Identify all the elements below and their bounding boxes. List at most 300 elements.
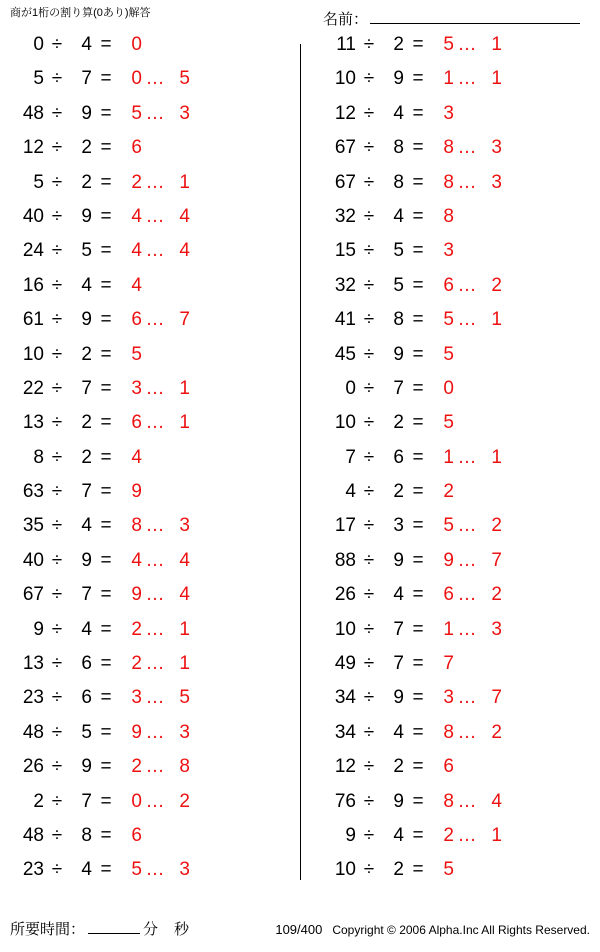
divisor: 5 <box>81 721 92 743</box>
divide-icon: ÷ <box>51 446 63 468</box>
minutes-input-line[interactable] <box>88 918 140 934</box>
equals-icon: = <box>100 343 112 365</box>
dividend: 15 <box>334 240 356 262</box>
equals-icon: = <box>412 481 424 503</box>
quotient-answer: 5 <box>443 412 454 434</box>
quotient-answer: 8 <box>443 171 454 193</box>
remainder-answer: 2 <box>491 515 502 537</box>
remainder-answer: 4 <box>491 790 502 812</box>
divisor: 7 <box>393 653 404 675</box>
divisor: 4 <box>81 859 92 881</box>
dividend: 17 <box>334 515 356 537</box>
second-unit-label: 秒 <box>174 921 190 938</box>
remainder-dots-icon: … <box>457 34 477 55</box>
name-field <box>323 8 580 29</box>
quotient-answer: 6 <box>443 274 454 296</box>
divide-icon: ÷ <box>363 309 375 331</box>
equals-icon: = <box>412 584 424 606</box>
equals-icon: = <box>100 171 112 193</box>
dividend: 88 <box>334 549 356 571</box>
quotient-answer: 5 <box>443 859 454 881</box>
equals-icon: = <box>412 274 424 296</box>
problem-row <box>322 722 600 756</box>
dividend: 49 <box>334 653 356 675</box>
remainder-dots-icon: … <box>145 377 165 399</box>
remainder-answer: 7 <box>491 687 502 709</box>
problem-row <box>322 619 600 653</box>
equals-icon: = <box>100 377 112 399</box>
divisor: 9 <box>393 549 404 571</box>
quotient-answer: 1 <box>443 618 454 640</box>
problem-column-right <box>300 34 600 910</box>
divide-icon: ÷ <box>363 824 375 846</box>
dividend: 48 <box>22 824 44 846</box>
quotient-answer: 6 <box>131 824 142 846</box>
problem-row <box>322 687 600 721</box>
quotient-answer: 5 <box>131 343 142 365</box>
remainder-answer: 4 <box>179 549 190 571</box>
equals-icon: = <box>412 687 424 709</box>
dividend: 48 <box>22 721 44 743</box>
quotient-answer: 7 <box>443 653 454 675</box>
divide-icon: ÷ <box>51 412 63 434</box>
divisor: 6 <box>81 687 92 709</box>
remainder-answer: 2 <box>179 790 190 812</box>
problem-row <box>322 653 600 687</box>
equals-icon: = <box>100 584 112 606</box>
divisor: 5 <box>81 240 92 262</box>
minute-unit-label: 分 <box>143 921 159 938</box>
equals-icon: = <box>412 721 424 743</box>
dividend: 9 <box>345 824 356 846</box>
quotient-answer: 4 <box>131 274 142 296</box>
dividend: 67 <box>22 584 44 606</box>
dividend: 26 <box>22 756 44 778</box>
quotient-answer: 2 <box>131 171 142 193</box>
divisor: 2 <box>81 137 92 159</box>
divide-icon: ÷ <box>363 377 375 399</box>
quotient-answer: 2 <box>131 756 142 778</box>
divisor: 8 <box>393 171 404 193</box>
divide-icon: ÷ <box>51 205 63 227</box>
divisor: 8 <box>393 137 404 159</box>
remainder-dots-icon: … <box>457 137 477 159</box>
dividend: 61 <box>22 309 44 331</box>
problem-row <box>10 309 300 343</box>
remainder-answer: 1 <box>179 653 190 675</box>
remainder-dots-icon: … <box>145 653 165 675</box>
divisor: 9 <box>81 549 92 571</box>
divide-icon: ÷ <box>51 343 63 365</box>
divide-icon: ÷ <box>363 343 375 365</box>
divisor: 9 <box>393 68 404 90</box>
quotient-answer: 5 <box>443 34 454 55</box>
divide-icon: ÷ <box>51 274 63 296</box>
remainder-dots-icon: … <box>457 584 477 606</box>
problem-row <box>10 344 300 378</box>
dividend: 34 <box>334 721 356 743</box>
remainder-dots-icon: … <box>457 274 477 296</box>
divide-icon: ÷ <box>51 68 63 90</box>
quotient-answer: 8 <box>443 721 454 743</box>
divide-icon: ÷ <box>363 618 375 640</box>
remainder-answer: 1 <box>491 309 502 331</box>
problem-row <box>322 344 600 378</box>
dividend: 9 <box>33 618 44 640</box>
remainder-answer: 4 <box>179 584 190 606</box>
remainder-answer: 7 <box>491 549 502 571</box>
remainder-answer: 1 <box>179 377 190 399</box>
dividend: 32 <box>334 274 356 296</box>
remainder-answer: 8 <box>179 756 190 778</box>
divide-icon: ÷ <box>363 687 375 709</box>
equals-icon: = <box>412 309 424 331</box>
remainder-answer: 3 <box>179 515 190 537</box>
remainder-answer: 4 <box>179 205 190 227</box>
remainder-answer: 1 <box>491 446 502 468</box>
remainder-dots-icon: … <box>457 68 477 90</box>
quotient-answer: 4 <box>131 205 142 227</box>
problem-row <box>322 550 600 584</box>
problem-row <box>10 481 300 515</box>
divisor: 2 <box>81 412 92 434</box>
problem-row <box>10 584 300 618</box>
quotient-answer: 8 <box>443 790 454 812</box>
remainder-dots-icon: … <box>145 102 165 124</box>
remainder-dots-icon: … <box>457 549 477 571</box>
quotient-answer: 0 <box>443 377 454 399</box>
equals-icon: = <box>100 34 112 55</box>
remainder-dots-icon: … <box>145 790 165 812</box>
dividend: 12 <box>22 137 44 159</box>
dividend: 76 <box>334 790 356 812</box>
divide-icon: ÷ <box>51 171 63 193</box>
divisor: 9 <box>393 343 404 365</box>
divisor: 4 <box>393 205 404 227</box>
equals-icon: = <box>100 446 112 468</box>
problem-row <box>322 68 600 102</box>
remainder-dots-icon: … <box>457 171 477 193</box>
problem-row <box>10 378 300 412</box>
divisor: 2 <box>393 756 404 778</box>
quotient-answer: 3 <box>443 687 454 709</box>
problem-row <box>322 240 600 274</box>
dividend: 40 <box>22 549 44 571</box>
equals-icon: = <box>100 515 112 537</box>
equals-icon: = <box>100 687 112 709</box>
dividend: 26 <box>334 584 356 606</box>
remainder-dots-icon: … <box>145 584 165 606</box>
column-divider <box>300 44 301 880</box>
equals-icon: = <box>412 68 424 90</box>
remainder-dots-icon: … <box>145 618 165 640</box>
quotient-answer: 9 <box>131 721 142 743</box>
dividend: 13 <box>22 412 44 434</box>
worksheet-header <box>0 0 600 30</box>
divide-icon: ÷ <box>363 446 375 468</box>
problem-column-left <box>0 34 300 910</box>
remainder-answer: 2 <box>491 274 502 296</box>
divisor: 2 <box>81 446 92 468</box>
problem-row <box>322 378 600 412</box>
equals-icon: = <box>412 859 424 881</box>
dividend: 10 <box>334 618 356 640</box>
quotient-answer: 2 <box>443 824 454 846</box>
dividend: 35 <box>22 515 44 537</box>
remainder-dots-icon: … <box>145 687 165 709</box>
remainder-dots-icon: … <box>457 824 477 846</box>
problem-row <box>322 137 600 171</box>
quotient-answer: 3 <box>443 240 454 262</box>
equals-icon: = <box>412 412 424 434</box>
dividend: 45 <box>334 343 356 365</box>
equals-icon: = <box>100 549 112 571</box>
dividend: 10 <box>334 859 356 881</box>
divide-icon: ÷ <box>51 618 63 640</box>
divisor: 5 <box>393 240 404 262</box>
quotient-answer: 1 <box>443 68 454 90</box>
remainder-dots-icon: … <box>145 549 165 571</box>
remainder-dots-icon: … <box>145 205 165 227</box>
dividend: 7 <box>345 446 356 468</box>
equals-icon: = <box>412 515 424 537</box>
equals-icon: = <box>100 274 112 296</box>
quotient-answer: 4 <box>131 549 142 571</box>
problem-row <box>322 825 600 859</box>
divisor: 9 <box>393 790 404 812</box>
divisor: 5 <box>393 274 404 296</box>
remainder-answer: 1 <box>179 171 190 193</box>
remainder-dots-icon: … <box>145 859 165 881</box>
quotient-answer: 1 <box>443 446 454 468</box>
divide-icon: ÷ <box>51 721 63 743</box>
divide-icon: ÷ <box>363 240 375 262</box>
dividend: 10 <box>22 343 44 365</box>
divide-icon: ÷ <box>51 584 63 606</box>
dividend: 40 <box>22 205 44 227</box>
divisor: 8 <box>81 824 92 846</box>
dividend: 41 <box>334 309 356 331</box>
equals-icon: = <box>412 446 424 468</box>
remainder-dots-icon: … <box>457 618 477 640</box>
divide-icon: ÷ <box>51 756 63 778</box>
problem-row <box>322 172 600 206</box>
equals-icon: = <box>100 205 112 227</box>
remainder-answer: 1 <box>491 34 502 55</box>
divide-icon: ÷ <box>363 274 375 296</box>
divide-icon: ÷ <box>51 859 63 881</box>
problem-row <box>10 619 300 653</box>
divide-icon: ÷ <box>363 68 375 90</box>
dividend: 8 <box>33 446 44 468</box>
dividend: 13 <box>22 653 44 675</box>
divide-icon: ÷ <box>51 653 63 675</box>
remainder-answer: 2 <box>491 721 502 743</box>
divide-icon: ÷ <box>363 721 375 743</box>
problem-row <box>10 653 300 687</box>
dividend: 16 <box>22 274 44 296</box>
quotient-answer: 6 <box>443 584 454 606</box>
remainder-dots-icon: … <box>145 309 165 331</box>
quotient-answer: 2 <box>131 618 142 640</box>
quotient-answer: 9 <box>443 549 454 571</box>
divisor: 2 <box>393 34 404 55</box>
divisor: 9 <box>81 205 92 227</box>
name-input-line[interactable] <box>370 8 580 24</box>
equals-icon: = <box>412 549 424 571</box>
equals-icon: = <box>412 171 424 193</box>
equals-icon: = <box>412 653 424 675</box>
problem-row <box>10 756 300 790</box>
divide-icon: ÷ <box>363 137 375 159</box>
equals-icon: = <box>412 343 424 365</box>
page-number: 109/400 <box>275 922 323 937</box>
remainder-answer: 3 <box>491 137 502 159</box>
equals-icon: = <box>412 618 424 640</box>
dividend: 10 <box>334 68 356 90</box>
equals-icon: = <box>100 481 112 503</box>
remainder-answer: 1 <box>179 618 190 640</box>
equals-icon: = <box>100 824 112 846</box>
remainder-answer: 3 <box>179 859 190 881</box>
divide-icon: ÷ <box>51 34 63 55</box>
divisor: 4 <box>81 618 92 640</box>
divide-icon: ÷ <box>363 859 375 881</box>
problem-row <box>10 515 300 549</box>
copyright-notice: Copyright © 2006 Alpha.Inc All Rights Reserved. <box>332 923 590 937</box>
worksheet-footer <box>0 918 600 946</box>
divisor: 7 <box>81 790 92 812</box>
remainder-dots-icon: … <box>145 240 165 262</box>
divisor: 9 <box>393 687 404 709</box>
dividend: 10 <box>334 412 356 434</box>
quotient-answer: 8 <box>131 515 142 537</box>
quotient-answer: 0 <box>131 68 142 90</box>
divide-icon: ÷ <box>51 549 63 571</box>
problem-row <box>10 550 300 584</box>
problem-row <box>10 722 300 756</box>
remainder-dots-icon: … <box>145 68 165 90</box>
divisor: 2 <box>81 343 92 365</box>
dividend: 48 <box>22 102 44 124</box>
remainder-dots-icon: … <box>145 756 165 778</box>
remainder-dots-icon: … <box>145 171 165 193</box>
quotient-answer: 3 <box>131 687 142 709</box>
divisor: 6 <box>393 446 404 468</box>
remainder-dots-icon: … <box>457 721 477 743</box>
equals-icon: = <box>100 412 112 434</box>
remainder-answer: 1 <box>491 824 502 846</box>
problem-row <box>322 103 600 137</box>
quotient-answer: 5 <box>131 102 142 124</box>
quotient-answer: 0 <box>131 790 142 812</box>
remainder-dots-icon: … <box>457 790 477 812</box>
problem-row <box>322 309 600 343</box>
equals-icon: = <box>100 721 112 743</box>
problem-row <box>322 412 600 446</box>
divisor: 7 <box>81 584 92 606</box>
quotient-answer: 0 <box>131 34 142 55</box>
equals-icon: = <box>412 34 424 55</box>
problem-row <box>10 447 300 481</box>
equals-icon: = <box>100 240 112 262</box>
problem-row <box>322 447 600 481</box>
remainder-answer: 3 <box>491 618 502 640</box>
equals-icon: = <box>412 137 424 159</box>
dividend: 23 <box>22 687 44 709</box>
divide-icon: ÷ <box>363 756 375 778</box>
quotient-answer: 9 <box>131 584 142 606</box>
equals-icon: = <box>412 240 424 262</box>
divisor: 2 <box>393 412 404 434</box>
divisor: 9 <box>81 756 92 778</box>
quotient-answer: 8 <box>443 137 454 159</box>
divide-icon: ÷ <box>51 137 63 159</box>
remainder-answer: 5 <box>179 687 190 709</box>
dividend: 34 <box>334 687 356 709</box>
quotient-answer: 5 <box>443 343 454 365</box>
quotient-answer: 6 <box>131 412 142 434</box>
name-label: 名前： <box>322 11 368 28</box>
divide-icon: ÷ <box>363 34 375 55</box>
divide-icon: ÷ <box>51 481 63 503</box>
remainder-dots-icon: … <box>145 721 165 743</box>
divisor: 8 <box>393 309 404 331</box>
remainder-answer: 3 <box>179 102 190 124</box>
remainder-answer: 5 <box>179 68 190 90</box>
divisor: 2 <box>81 171 92 193</box>
equals-icon: = <box>100 859 112 881</box>
divisor: 7 <box>81 481 92 503</box>
remainder-answer: 3 <box>491 171 502 193</box>
remainder-dots-icon: … <box>145 412 165 434</box>
problem-row <box>10 137 300 171</box>
quotient-answer: 5 <box>443 515 454 537</box>
problem-row <box>10 825 300 859</box>
dividend: 5 <box>33 171 44 193</box>
divide-icon: ÷ <box>363 653 375 675</box>
divide-icon: ÷ <box>51 377 63 399</box>
divisor: 2 <box>393 859 404 881</box>
remainder-dots-icon: … <box>457 687 477 709</box>
divide-icon: ÷ <box>363 549 375 571</box>
problem-row <box>322 859 600 893</box>
problem-row <box>322 275 600 309</box>
dividend: 12 <box>334 756 356 778</box>
remainder-answer: 7 <box>179 309 190 331</box>
divide-icon: ÷ <box>51 687 63 709</box>
divisor: 3 <box>393 515 404 537</box>
divisor: 4 <box>393 584 404 606</box>
problem-row <box>10 34 300 68</box>
divide-icon: ÷ <box>51 102 63 124</box>
quotient-answer: 3 <box>443 102 454 124</box>
equals-icon: = <box>100 790 112 812</box>
dividend: 67 <box>334 171 356 193</box>
remainder-dots-icon: … <box>145 515 165 537</box>
divide-icon: ÷ <box>51 515 63 537</box>
remainder-answer: 4 <box>179 240 190 262</box>
problem-row <box>322 584 600 618</box>
page-title: 商が1桁の割り算(0あり)解答 <box>10 7 151 19</box>
quotient-answer: 4 <box>131 240 142 262</box>
problem-row <box>10 412 300 446</box>
quotient-answer: 3 <box>131 377 142 399</box>
equals-icon: = <box>412 824 424 846</box>
equals-icon: = <box>100 137 112 159</box>
divide-icon: ÷ <box>363 481 375 503</box>
equals-icon: = <box>100 102 112 124</box>
